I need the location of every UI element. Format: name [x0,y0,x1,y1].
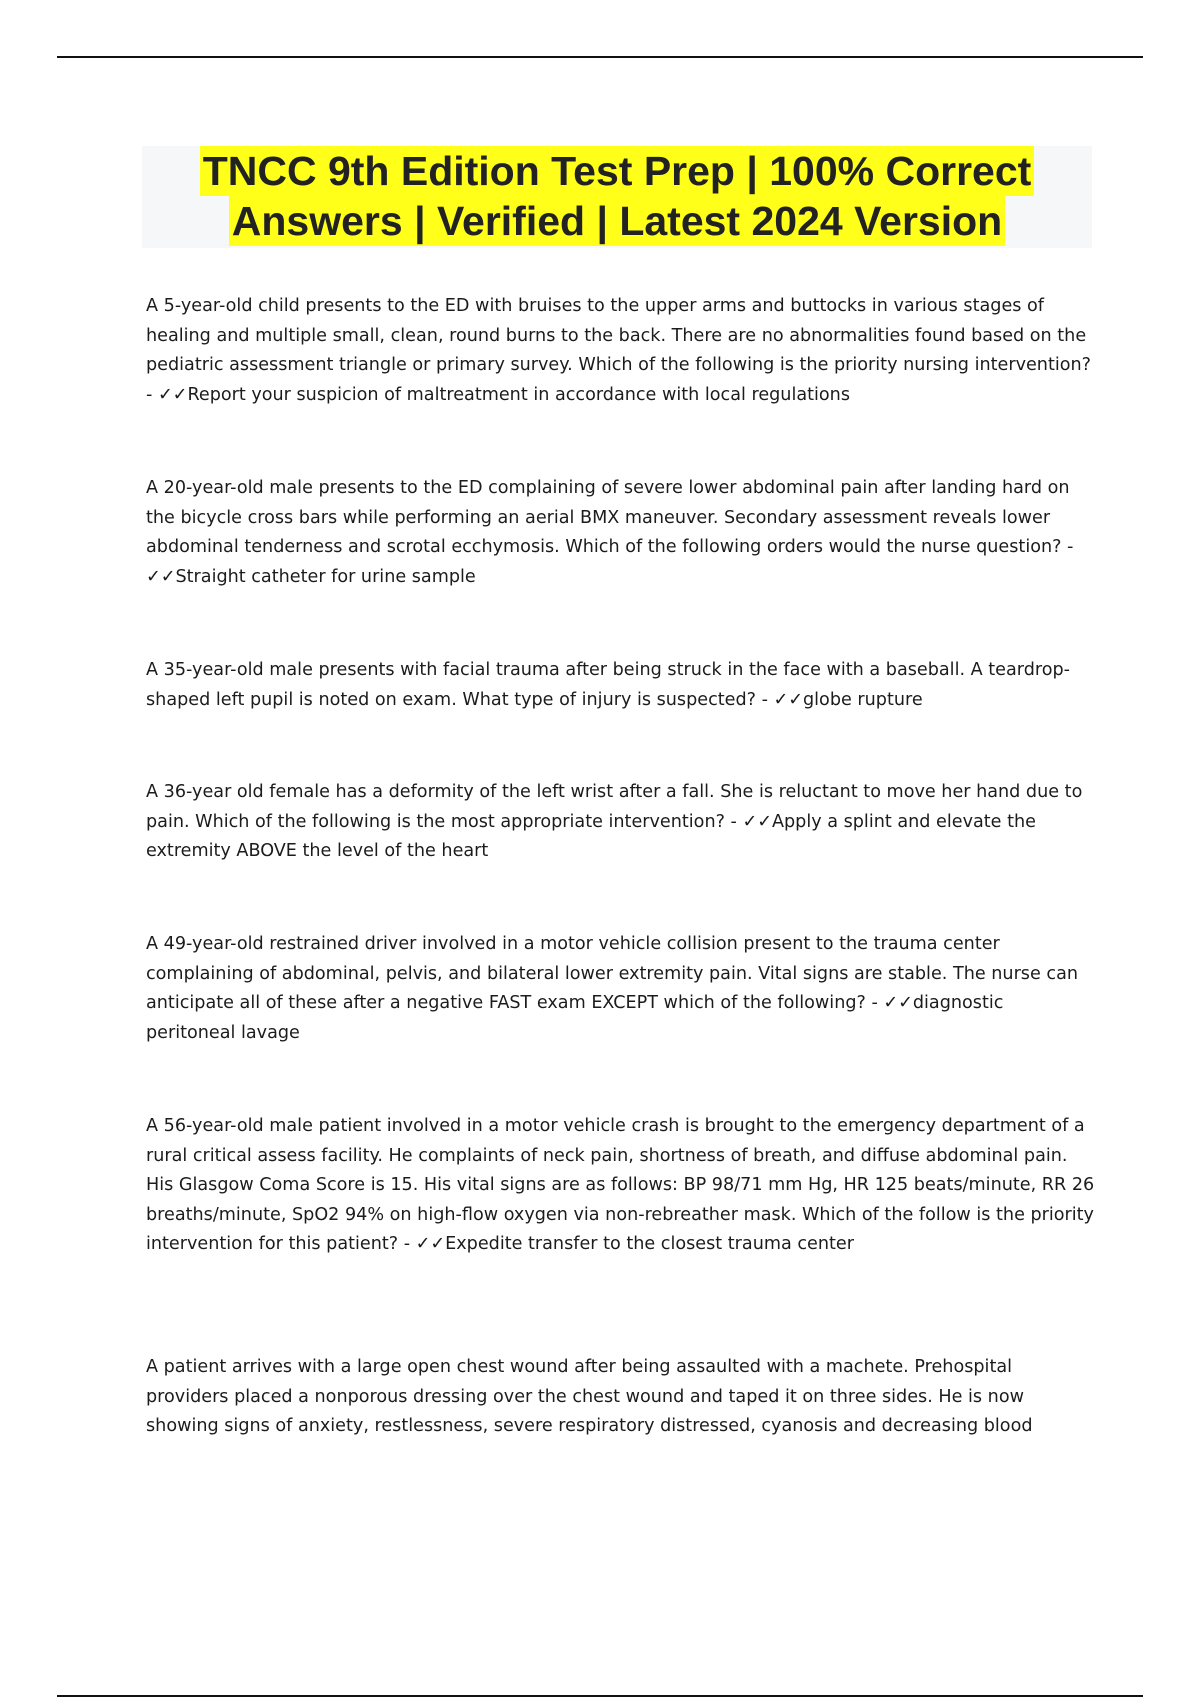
answer-text: diagnostic peritoneal lavage [146,993,1004,1043]
qa-item-6 [146,1112,1096,1260]
title-line-1: TNCC 9th Edition Test Prep | 100% Correct [200,146,1035,196]
footer-rule [57,1695,1143,1697]
question-text: A 5-year-old child presents to the ED with bruises to the upper arms and buttocks in various stages of healing and multiple small, clean, round burns to the back. There are no abnormalities found based on the pediatric assessment triangle or primary survey. Which of the following is the priority nursing intervention? - ✓✓ [146,296,1091,405]
question-text: A 20-year-old male presents to the ED complaining of severe lower abdominal pain after landing hard on the bicycle cross bars while performing an aerial BMX maneuver. Secondary assessment reveals lower abdominal tenderness and scrotal ecchymosis. Which of the following orders would the nurse question? - ✓✓ [146,478,1074,587]
qa-item-3 [146,656,1096,715]
document-title [142,146,1092,248]
question-text: A 56-year-old male patient involved in a motor vehicle crash is brought to the emergency department of a rural critical assess facility. He complaints of neck pain, shortness of breath, and diffuse abdominal pain. His Glasgow Coma Score is 15. His vital signs are as follows: BP 98/71 mm Hg, HR 125 beats/minute, RR 26 breaths/minute, SpO2 94% on high-flow oxygen via non-rebreather mask. Which of the follow is the priority intervention for this patient? - ✓✓ [146,1116,1095,1254]
qa-item-2 [146,474,1096,592]
qa-item-7 [146,1353,1096,1442]
qa-item-1 [146,292,1096,410]
answer-text: Expedite transfer to the closest trauma center [445,1234,854,1254]
answer-text: Straight catheter for urine sample [175,566,476,587]
answer-text: Apply a splint and elevate the extremity ABOVE the level of the heart [146,811,1036,861]
qa-item-4 [146,778,1096,867]
answer-text: Report your suspicion of maltreatment in accordance with local regulations [187,384,850,405]
title-line-2: Answers | Verified | Latest 2024 Version [229,196,1005,246]
question-text: A 36-year old female has a deformity of the left wrist after a fall. She is reluctant to move her hand due to pain. Which of the following is the most appropriate intervention? - ✓✓ [146,782,1083,832]
header-rule [57,56,1143,58]
question-text: A 49-year-old restrained driver involved in a motor vehicle collision present to the trauma center complaining of abdominal, pelvis, and bilateral lower extremity pain. Vital signs are stable. The nurse can anticipate all of these after a negative FAST exam EXCEPT which of the following? - ✓✓ [146,934,1078,1013]
qa-item-5 [146,930,1096,1048]
question-text: A patient arrives with a large open chest wound after being assaulted with a machete. Prehospital providers placed a nonporous dressing over the chest wound and taped it on three sides. He is now showing signs of anxiety, restlessness, severe respiratory distressed, cyanosis and decreasing blood [146,1357,1033,1436]
answer-text: globe rupture [803,689,923,710]
question-text: A 35-year-old male presents with facial trauma after being struck in the face with a baseball. A teardrop-shaped left pupil is noted on exam. What type of injury is suspected? - ✓✓ [146,660,1070,710]
